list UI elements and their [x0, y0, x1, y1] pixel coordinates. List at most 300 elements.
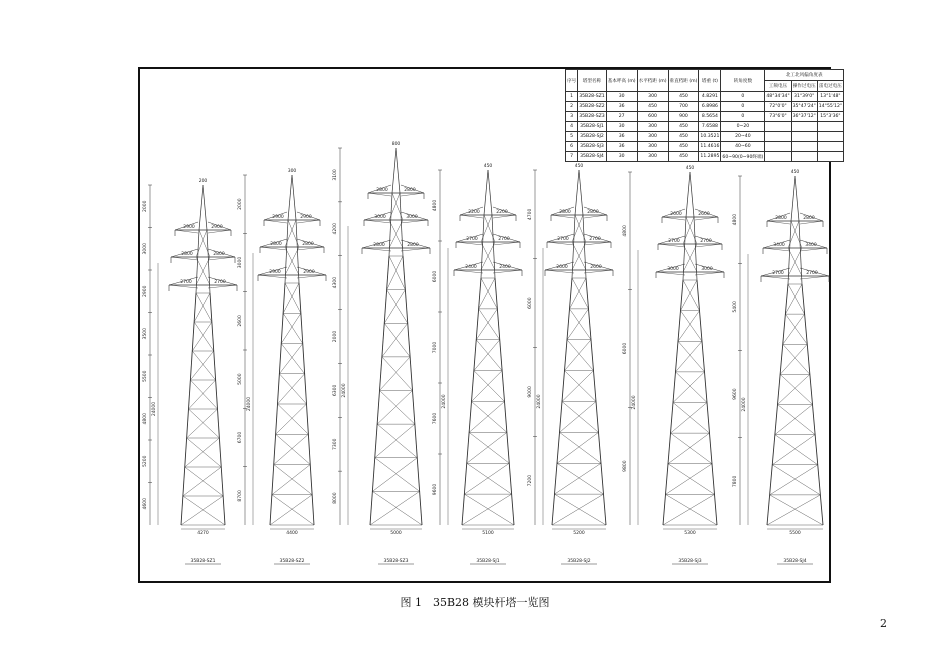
base-width-label: 4400 [286, 531, 298, 536]
height-dimension-label: 6000 [528, 297, 533, 309]
table-cell: 35B28-SZ3 [578, 112, 607, 122]
table-cell: 36 [606, 132, 637, 142]
tower-bracing [671, 403, 708, 434]
arm-dimension-label: 2700 [180, 280, 192, 285]
tower-member [389, 193, 392, 256]
table-cell: 13°1'48" [817, 92, 843, 102]
table-cell: 900 [668, 112, 699, 122]
tower-spec-table [565, 69, 844, 162]
total-height-label: 24000 [442, 394, 447, 409]
arm-dimension-label: 2800 [407, 243, 419, 248]
cross-arm-brace [368, 193, 391, 196]
table-cell [817, 122, 843, 132]
table-cell: 15°3'36" [817, 112, 843, 122]
table-cell: 0~20 [721, 122, 765, 132]
arm-dimension-label: 2400 [499, 265, 511, 270]
col-subheader: 操作过电压 [791, 81, 817, 92]
arm-dimension-label: 3000 [701, 267, 713, 272]
tower-bracing [187, 438, 222, 467]
height-dimension-label: 9000 [528, 386, 533, 398]
tower-bracing [567, 340, 594, 371]
total-height-label: 24000 [742, 397, 747, 412]
table-cell: 6 [566, 142, 578, 152]
arm-dimension-label: 2900 [269, 270, 281, 275]
tower-member [288, 175, 292, 220]
tower-bracing [375, 424, 415, 458]
table-row [566, 112, 844, 122]
height-dimension-label: 9600 [433, 483, 438, 496]
table-cell: 72°0'0" [765, 102, 791, 112]
tower-bracing [678, 311, 700, 342]
cross-arm-brace [695, 217, 718, 220]
table-cell: 30 [606, 152, 637, 162]
table-cell: 35°47'24" [791, 102, 817, 112]
col-header: 序号 [566, 70, 578, 92]
arm-dimension-label: 2200 [496, 210, 508, 215]
tower-bracing [190, 351, 213, 380]
tower-name-label: 35B28-SZ2 [279, 559, 305, 564]
tower-bracing [185, 438, 220, 467]
cross-arm-brace [264, 220, 287, 223]
height-dimension-label: 7800 [733, 475, 738, 488]
arm-dimension-label: 2700 [214, 280, 226, 285]
height-dimension-label: 6300 [333, 384, 338, 397]
height-dimension-label: 9800 [623, 460, 628, 472]
tower-member [686, 172, 690, 217]
height-dimension-label: 9600 [733, 388, 738, 400]
tower-bracing [387, 290, 408, 324]
cross-arm-brace [171, 257, 198, 260]
cross-arm-brace [208, 230, 231, 233]
base-width-label: 5200 [573, 531, 585, 536]
table-cell: 31°39'0" [791, 92, 817, 102]
tower-bracing [384, 290, 405, 324]
tower-bracing [479, 309, 500, 340]
cross-arm-brace [656, 272, 685, 275]
arm-dimension-label: 2600 [556, 265, 568, 270]
arm-dimension-label: 2700 [589, 237, 601, 242]
arm-dimension-label: 2800 [775, 216, 787, 221]
arm-dimension-label: 2900 [211, 225, 223, 230]
tower-bracing [555, 463, 602, 494]
tower-bracing [673, 403, 710, 434]
height-dimension-label: 2000 [143, 200, 148, 212]
height-dimension-label: 3000 [238, 256, 243, 269]
tower-member [683, 217, 686, 280]
arm-dimension-label: 2800 [373, 243, 385, 248]
top-height-label: 450 [483, 164, 493, 169]
tower-bracing [190, 380, 217, 409]
tower-bracing [467, 432, 507, 463]
tower-bracing [279, 374, 306, 404]
cross-arm-brace [584, 215, 607, 218]
tower-bracing [288, 220, 299, 247]
height-dimension-label: 6000 [433, 270, 438, 283]
height-dimension-label: 3000 [143, 243, 148, 255]
table-cell: 35B28-SZ2 [578, 102, 607, 112]
tower-bracing [557, 463, 604, 494]
tower-member [396, 148, 400, 193]
tower-bracing [778, 405, 816, 435]
total-height-label: 24000 [342, 383, 347, 398]
table-header-row [566, 70, 844, 81]
tower-bracing [570, 309, 592, 340]
tower-name-label: 35B28-SZ3 [383, 559, 409, 564]
table-body [566, 92, 844, 162]
arm-dimension-label: 3000 [667, 267, 679, 272]
cross-arm-brace [175, 230, 198, 233]
tower-bracing [663, 494, 715, 525]
table-cell: 36 [606, 102, 637, 112]
height-dimension-label: 4200 [333, 223, 338, 235]
tower-bracing [565, 371, 597, 402]
tower-member [400, 193, 403, 256]
arm-dimension-label: 2700 [498, 237, 510, 242]
table-cell: 11.4616 [699, 142, 721, 152]
cross-arm-brace [584, 242, 611, 245]
tower-bracing [467, 463, 512, 494]
tower-bracing [567, 309, 589, 340]
table-cell [765, 142, 791, 152]
tower-name-label: 35B28-SJ1 [476, 559, 500, 564]
cross-arm-brace [454, 270, 483, 273]
table-cell: 4.8291 [699, 92, 721, 102]
tower-bracing [281, 313, 301, 343]
cross-arm-brace [800, 276, 829, 279]
tower-bracing [668, 464, 715, 495]
height-dimension-label: 7600 [433, 412, 438, 425]
tower-bracing [681, 311, 703, 342]
cross-arm-brace [208, 257, 235, 260]
height-dimension-label: 3100 [333, 169, 338, 181]
tower-bracing [372, 458, 417, 492]
tower-bracing [270, 495, 312, 525]
table-cell: 700 [668, 102, 699, 112]
height-dimension-label: 8700 [238, 490, 243, 502]
table-cell [765, 132, 791, 142]
table-cell: 7.6588 [699, 122, 721, 132]
tower-bracing [469, 432, 509, 463]
tower-bracing [274, 434, 309, 464]
table-cell: 300 [637, 142, 668, 152]
arm-dimension-label: 2200 [468, 210, 480, 215]
tower-bracing [472, 402, 507, 433]
tower-bracing [278, 404, 309, 434]
top-height-label: 800 [391, 142, 401, 147]
height-dimension-label: 4800 [433, 199, 438, 212]
tower-bracing [474, 340, 500, 371]
tower-bracing [476, 340, 502, 371]
cross-arm-brace [800, 248, 827, 251]
table-cell: 1 [566, 92, 578, 102]
table-cell: 35B28-SJ4 [578, 152, 607, 162]
tower-member [795, 176, 799, 221]
tower-bracing [484, 215, 495, 242]
tower-bracing [557, 432, 599, 463]
table-row [566, 152, 844, 162]
tower-bracing [678, 341, 705, 372]
table-cell [791, 142, 817, 152]
base-width-label: 5000 [390, 531, 402, 536]
table-cell [817, 132, 843, 142]
arm-dimension-label: 2700 [772, 271, 784, 276]
arm-dimension-label: 2800 [302, 242, 314, 247]
cross-arm-brace [800, 221, 823, 224]
tower-bracing [772, 435, 815, 465]
tower-bracing [676, 372, 708, 403]
table-cell: 2 [566, 102, 578, 112]
arm-dimension-label: 2900 [300, 215, 312, 220]
table-row [566, 142, 844, 152]
arm-dimension-label: 2800 [181, 252, 193, 257]
tower-bracing [676, 341, 703, 372]
table-cell: 73°6'0" [765, 112, 791, 122]
arm-dimension-label: 2700 [700, 239, 712, 244]
tower-bracing [673, 372, 705, 403]
table-cell: 5 [566, 132, 578, 142]
table-cell: 0 [721, 102, 765, 112]
height-dimension-label: 5200 [143, 455, 148, 467]
arm-dimension-label: 2700 [806, 271, 818, 276]
tower-member [196, 230, 199, 293]
tower-member [583, 215, 586, 278]
table-row [566, 92, 844, 102]
height-dimension-label: 8000 [333, 492, 338, 504]
col-subheader: 工频电压 [765, 81, 791, 92]
arm-dimension-label: 2700 [557, 237, 569, 242]
table-cell: 600 [637, 112, 668, 122]
table-cell: 30 [606, 92, 637, 102]
cross-arm-brace [364, 220, 391, 223]
top-height-label: 450 [574, 164, 584, 169]
table-cell: 35B28-SZ1 [578, 92, 607, 102]
table-cell: 10.3521 [699, 132, 721, 142]
tower-bracing [382, 323, 408, 357]
table-cell: 11.2895 [699, 152, 721, 162]
col-header: 塔型名称 [578, 70, 607, 92]
tower-bracing [281, 344, 304, 374]
table-row [566, 102, 844, 112]
tower-bracing [481, 215, 492, 242]
tower-bracing [666, 464, 713, 495]
table-cell: 48°34'34" [765, 92, 791, 102]
height-dimension-label: 4700 [528, 208, 533, 221]
cross-arm-brace [658, 244, 685, 247]
height-dimension-label: 6700 [238, 431, 243, 444]
cross-arm-brace [493, 242, 520, 245]
tower-member [799, 221, 802, 284]
table-cell [765, 122, 791, 132]
table-cell [791, 152, 817, 162]
tower-bracing [791, 221, 802, 248]
table-row [566, 132, 844, 142]
tower-bracing [384, 323, 410, 357]
tower-bracing [285, 283, 301, 313]
page-number: 2 [880, 617, 887, 630]
tower-bracing [276, 434, 311, 464]
tower-bracing [183, 467, 221, 496]
arm-dimension-label: 2600 [670, 212, 682, 217]
tower-member [296, 220, 299, 283]
tower-bracing [187, 409, 218, 438]
table-cell [791, 122, 817, 132]
tower-bracing [194, 293, 210, 322]
tower-bracing [283, 283, 299, 313]
cross-arm-brace [297, 275, 326, 278]
arm-dimension-label: 2900 [183, 225, 195, 230]
top-height-label: 300 [287, 169, 297, 174]
tower-bracing [279, 344, 302, 374]
cross-arm-brace [258, 275, 287, 278]
tower-bracing [469, 402, 504, 433]
tower-member [207, 230, 210, 293]
tower-bracing [189, 409, 220, 438]
arm-dimension-label: 2600 [590, 265, 602, 270]
tower-bracing [194, 322, 214, 351]
arm-dimension-label: 2900 [303, 270, 315, 275]
tower-bracing [562, 402, 599, 433]
cross-arm-brace [297, 247, 324, 250]
tower-bracing [199, 230, 210, 257]
tower-bracing [375, 458, 420, 492]
tower-bracing [192, 351, 215, 380]
cross-arm-brace [763, 248, 790, 251]
tower-bracing [189, 380, 216, 409]
tower-bracing [372, 491, 422, 525]
tower-bracing [464, 494, 514, 525]
arm-dimension-label: 2800 [404, 188, 416, 193]
tower-bracing [562, 371, 594, 402]
tower-bracing [392, 193, 403, 220]
tower-bracing [772, 465, 820, 495]
tower-bracing [476, 309, 497, 340]
table-cell: 4 [566, 122, 578, 132]
height-dimension-label: 2900 [143, 285, 148, 297]
tower-name-label: 35B28-SZ1 [190, 559, 216, 564]
height-dimension-label: 7000 [433, 341, 438, 354]
tower-bracing [380, 391, 415, 425]
top-height-label: 450 [685, 166, 695, 171]
cross-arm-brace [297, 220, 320, 223]
table-cell: 36 [606, 142, 637, 152]
base-width-label: 5100 [482, 531, 494, 536]
tower-bracing [278, 374, 305, 404]
tower-bracing [666, 494, 718, 525]
arm-dimension-label: 2700 [466, 237, 478, 242]
tower-member [788, 221, 791, 284]
top-height-label: 450 [790, 170, 800, 175]
arm-dimension-label: 2800 [803, 216, 815, 221]
cross-arm-brace [493, 270, 522, 273]
table-cell: 36°37'12" [791, 112, 817, 122]
height-dimension-label: 2600 [238, 315, 243, 327]
table-cell: 35B28-SJ1 [578, 122, 607, 132]
tower-member [791, 176, 795, 221]
tower-member [579, 170, 583, 215]
arm-dimension-label: 3000 [374, 215, 386, 220]
tower-bracing [380, 357, 411, 391]
table-cell: 450 [668, 152, 699, 162]
top-height-label: 200 [198, 179, 208, 184]
table-cell [817, 142, 843, 152]
table-cell: 7 [566, 152, 578, 162]
tower-bracing [464, 463, 509, 494]
height-dimension-label: 4800 [143, 413, 148, 425]
arm-dimension-label: 2800 [587, 210, 599, 215]
table-cell [765, 152, 791, 162]
tower-bracing [555, 494, 607, 525]
tower-bracing [770, 495, 823, 525]
col-header: 塔重 (t) [699, 70, 721, 92]
cross-arm-brace [551, 215, 574, 218]
tower-bracing [272, 465, 310, 495]
tower-bracing [770, 465, 818, 495]
table-cell: 8.5654 [699, 112, 721, 122]
tower-bracing [377, 424, 417, 458]
total-height-label: 24000 [247, 396, 252, 412]
table-cell: 450 [668, 92, 699, 102]
tower-bracing [474, 371, 505, 402]
tower-bracing [472, 371, 503, 402]
cross-arm-brace [761, 276, 790, 279]
tower-name-label: 35B28-SJ3 [678, 559, 702, 564]
tower-name-label: 35B28-SJ2 [567, 559, 591, 564]
height-dimension-label: 5400 [733, 301, 738, 313]
table-cell: 20~40 [721, 132, 765, 142]
tower-member [484, 170, 488, 215]
tower-member [694, 217, 697, 280]
table-cell: 0 [721, 112, 765, 122]
table-cell: 450 [668, 122, 699, 132]
height-dimension-label: 4600 [143, 498, 148, 510]
tower-bracing [181, 496, 223, 525]
cross-arm-brace [545, 270, 574, 273]
tower-bracing [192, 322, 212, 351]
base-width-label: 5300 [684, 531, 696, 536]
tower-bracing [683, 217, 694, 244]
tower-member [199, 185, 203, 230]
tower-bracing [552, 494, 604, 525]
tower-member [203, 185, 207, 230]
base-width-label: 4270 [197, 531, 209, 536]
cross-arm-brace [662, 217, 685, 220]
tower-bracing [775, 435, 818, 465]
table-cell: 450 [668, 132, 699, 142]
height-dimension-label: 2000 [238, 198, 243, 210]
tower-bracing [276, 404, 307, 434]
tower-bracing [377, 391, 412, 425]
col-header: 北工北风偏角度表 [765, 70, 844, 81]
height-dimension-label: 4800 [733, 213, 738, 226]
tower-member [292, 175, 296, 220]
tower-member [572, 215, 575, 278]
tower-bracing [185, 467, 223, 496]
tower-bracing [196, 293, 212, 322]
tower-bracing [389, 193, 400, 220]
tower-bracing [183, 496, 225, 525]
height-dimension-label: 7200 [528, 474, 533, 487]
tower-bracing [572, 215, 583, 242]
cross-arm-brace [695, 272, 724, 275]
tower-member [488, 170, 492, 215]
cross-arm-brace [401, 220, 428, 223]
height-dimension-label: 2000 [333, 330, 338, 343]
height-dimension-label: 4300 [333, 276, 338, 289]
tower-member [575, 170, 579, 215]
height-dimension-label: 5000 [238, 373, 243, 385]
col-header: 转角度数 [721, 70, 765, 92]
tower-bracing [775, 405, 813, 435]
